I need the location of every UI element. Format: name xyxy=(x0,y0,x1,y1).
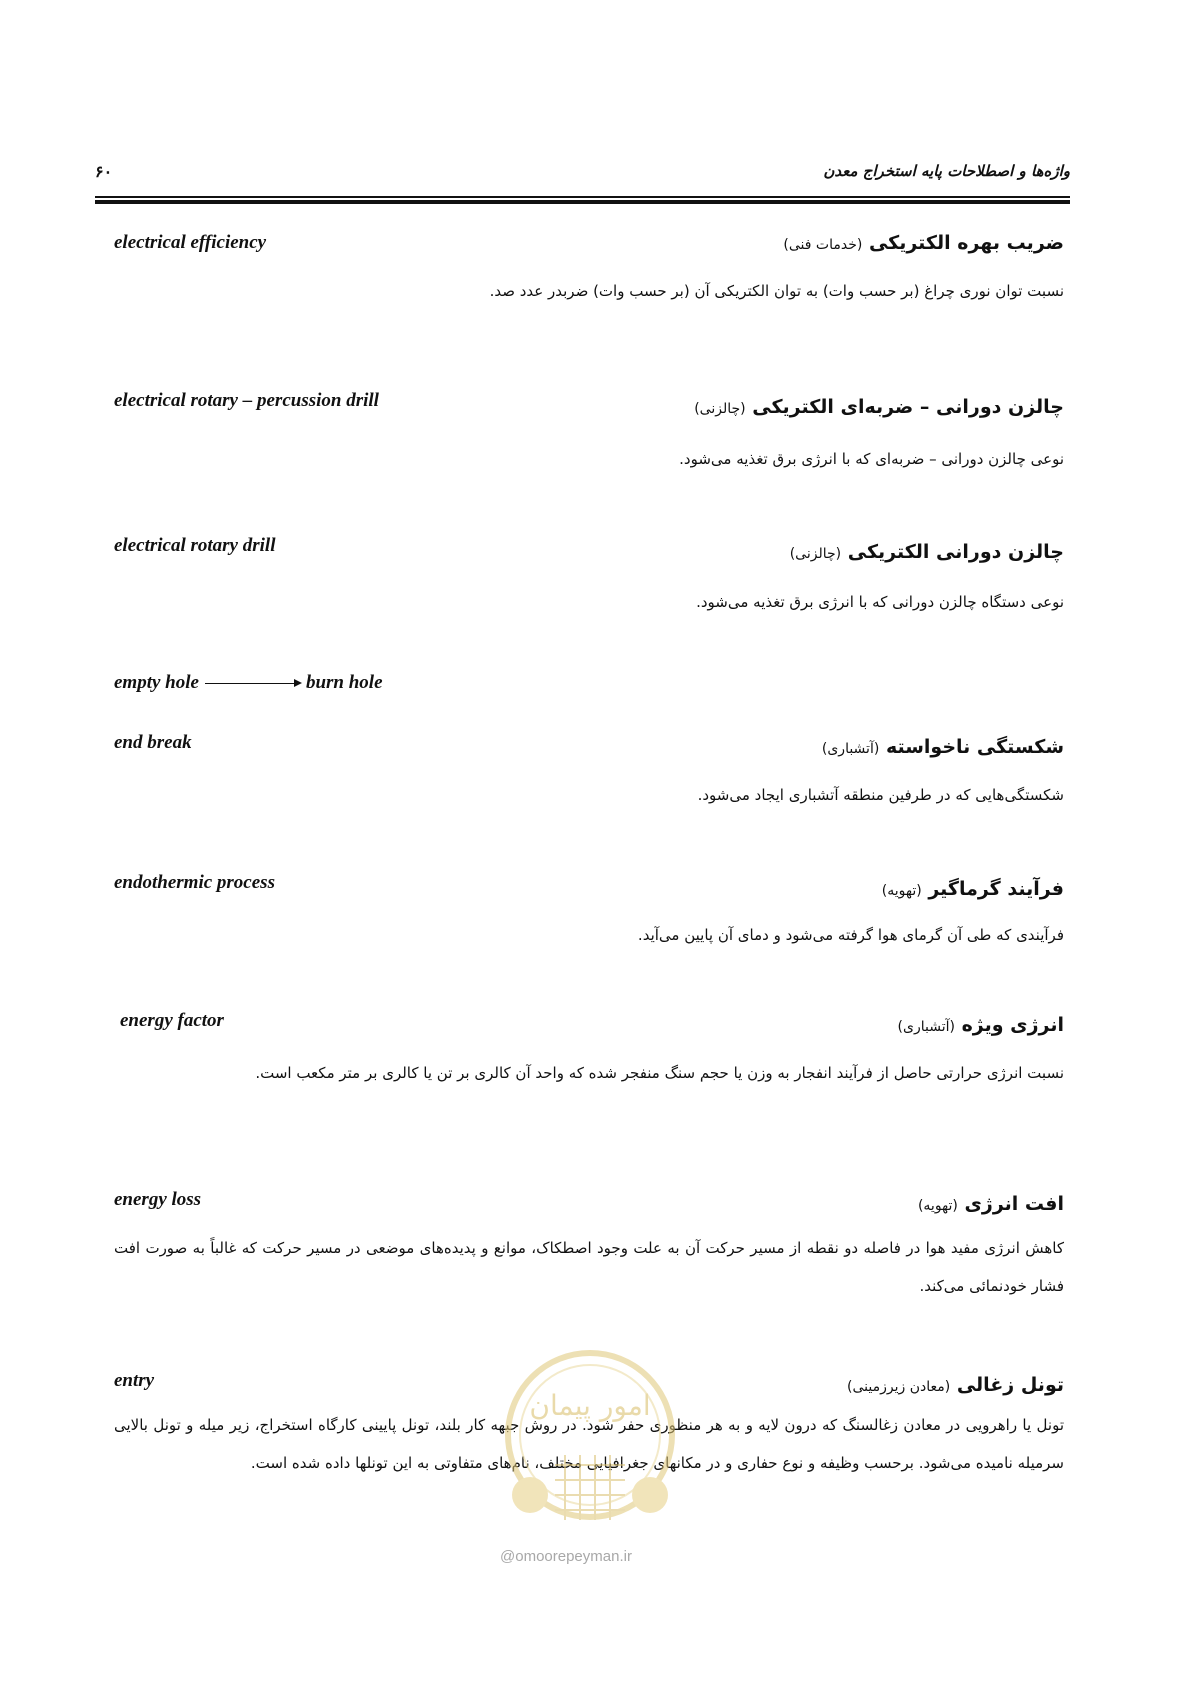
persian-term xyxy=(694,396,1064,418)
persian-term xyxy=(847,1374,1064,1396)
persian-term-text: ضریب بهره الکتریکی xyxy=(868,232,1064,254)
watermark-logo-text: امور پیمان xyxy=(529,1389,651,1422)
definition: نوعی چالزن دورانی – ضربه‌ای که با انرژی برق تغذیه می‌شود. xyxy=(679,450,1064,468)
english-term: endothermic process xyxy=(114,872,275,893)
english-term: electrical rotary – percussion drill xyxy=(114,390,379,411)
header-rule-thick xyxy=(95,200,1070,204)
book-title: واژه‌ها و اصطلاحات پایه استخراج معدن xyxy=(823,162,1070,180)
definition: تونل یا راهرویی در معادن زغالسنگ که درون لایه و به هر منظوری حفر شود. در روش جبهه کار بلند، تونل پایینی کارگاه استخراج، زیر میله و تونل بالایی سرمیله نامیده می‌شود. برحسب وظیفه و نوع حفاری و در مکانهای جغرافیایی مختلف، نام‌های متفاوتی به این تونلها داده شده است. xyxy=(114,1416,1064,1472)
english-term: entry xyxy=(114,1370,155,1391)
persian-term-text: تونل زغالی xyxy=(956,1374,1064,1396)
cross-reference-to: burn hole xyxy=(305,672,383,693)
definition: نسبت توان نوری چراغ (بر حسب وات) به توان الکتریکی آن (بر حسب وات) ضربدر عدد صد. xyxy=(489,282,1064,300)
english-term: electrical rotary drill xyxy=(114,535,276,556)
running-header xyxy=(95,162,1070,192)
persian-term-text: چالزن دورانی – ضربه‌ای الکتریکی xyxy=(752,396,1064,418)
watermark-url: @omoorepeyman.ir xyxy=(500,1548,632,1565)
persian-term-text: شکستگی ناخواسته xyxy=(885,736,1064,758)
subject-field: (معادن زیرزمینی) xyxy=(847,1379,951,1395)
persian-term xyxy=(790,541,1064,563)
english-term: electrical efficiency xyxy=(114,232,267,253)
persian-term-text: انرژی ویژه xyxy=(961,1014,1064,1036)
definition: نوعی دستگاه چالزن دورانی که با انرژی برق تغذیه می‌شود. xyxy=(696,593,1064,611)
subject-field: (چالزنی) xyxy=(694,401,746,417)
subject-field: (خدمات فنی) xyxy=(783,237,863,253)
persian-term xyxy=(783,232,1064,254)
subject-field: (تهویه) xyxy=(917,1198,958,1214)
english-term: energy loss xyxy=(114,1189,202,1210)
subject-field: (تهویه) xyxy=(881,883,922,899)
english-term: energy factor xyxy=(120,1010,224,1031)
subject-field: (آتشباری) xyxy=(897,1019,955,1035)
subject-field: (چالزنی) xyxy=(789,546,842,562)
subject-field: (آتشباری) xyxy=(821,741,880,757)
persian-term xyxy=(882,878,1064,900)
persian-term-text: افت انرژی xyxy=(964,1193,1064,1215)
cross-reference xyxy=(114,672,383,694)
definition: نسبت انرژی حرارتی حاصل از فرآیند انفجار به وزن یا حجم سنگ منفجر شده که واحد آن کالری بر تن یا کالری بر متر مکعب است. xyxy=(255,1064,1064,1082)
english-term: end break xyxy=(114,732,192,753)
persian-term xyxy=(918,1193,1064,1215)
persian-term-text: فرآیند گرماگیر xyxy=(928,878,1064,900)
persian-term-text: چالزن دورانی الکتریکی xyxy=(847,541,1064,563)
arrow-right-icon xyxy=(205,683,300,684)
definition: شکستگی‌هایی که در طرفین منطقه آتشباری ایجاد می‌شود. xyxy=(697,786,1064,804)
header-rule xyxy=(95,196,1070,198)
page-number: ۶۰ xyxy=(95,162,113,181)
cross-reference-from: empty hole xyxy=(114,672,199,693)
definition: کاهش انرژی مفید هوا در فاصله دو نقطه از مسیر حرکت آن به علت وجود اصطکاک، موانع و پدیده‌های موضعی در مسیر حرکت که غالباً به صورت افت فشار خودنمائی می‌کند. xyxy=(114,1239,1064,1295)
watermark-logo-icon xyxy=(495,1345,685,1545)
persian-term xyxy=(898,1014,1064,1036)
definition: فرآیندی که طی آن گرمای هوا گرفته می‌شود و دمای آن پایین می‌آید. xyxy=(637,926,1064,944)
persian-term xyxy=(822,736,1064,758)
